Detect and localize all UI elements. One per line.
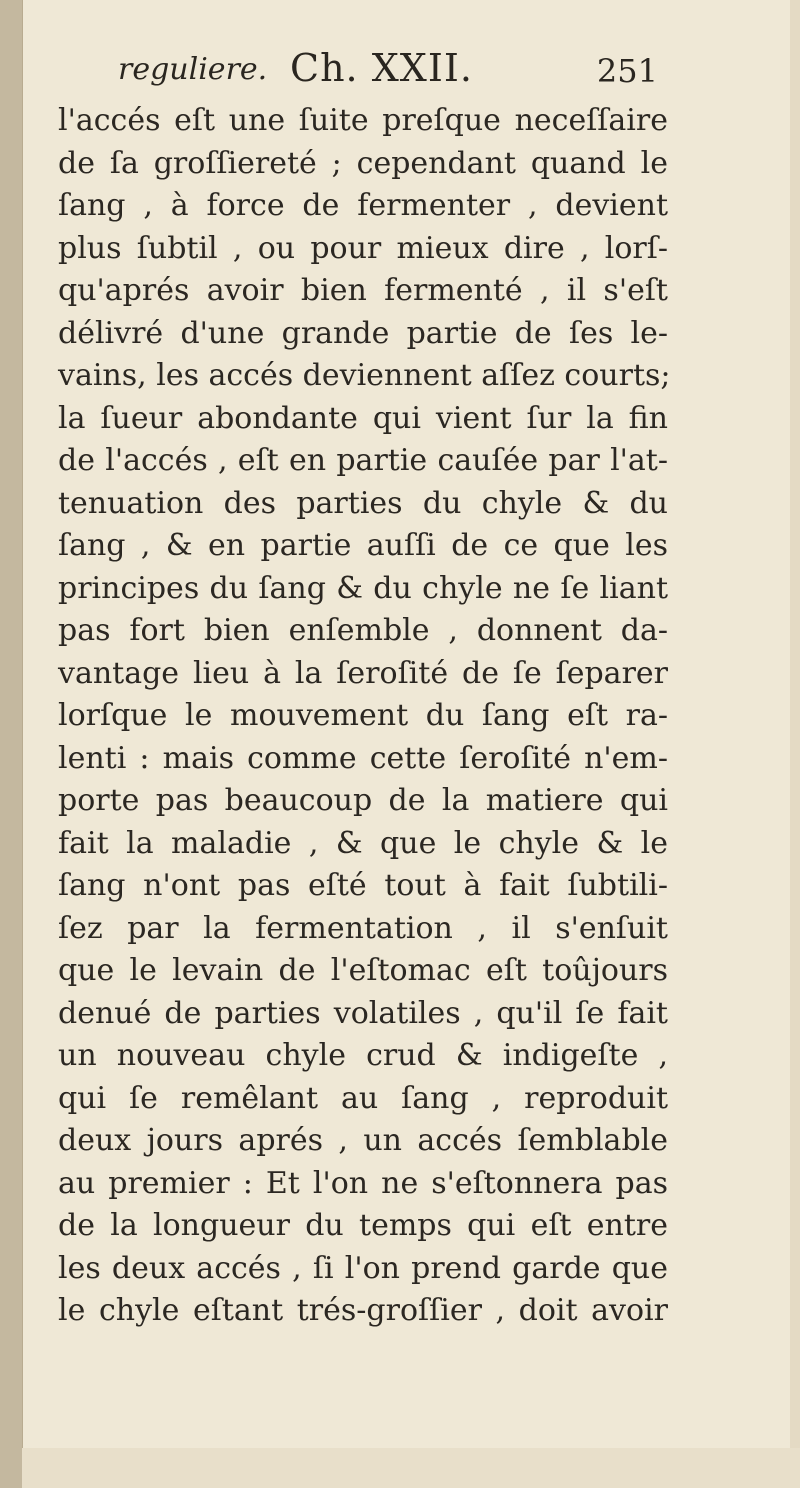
text-line: un nouveau chyle crud & indigeſte , <box>58 1038 668 1073</box>
text-line: pas fort bien enſemble , donnent da- <box>58 613 668 648</box>
text-line: vantage lieu à la ſeroſité de ſe ſeparer <box>58 655 668 691</box>
page-number: 251 <box>596 52 658 90</box>
bottom-margin <box>22 1448 800 1488</box>
text-line: les deux accés , ſi l'on prend garde que <box>58 1250 668 1286</box>
text-line: lenti : mais comme cette ſeroſité n'em- <box>58 740 668 776</box>
text-line: tenuation des parties du chyle & du <box>58 485 668 521</box>
text-line: de ſa groſſiereté ; cependant quand le <box>58 145 668 181</box>
running-head: reguliere. <box>118 52 268 87</box>
chapter-heading: Ch. XXII. <box>290 46 473 90</box>
text-line: lorſque le mouvement du ſang eſt ra- <box>58 698 668 733</box>
text-line: de l'accés , eſt en partie cauſée par l'at- <box>58 443 668 478</box>
text-line: qui ſe remêlant au ſang , reproduit <box>58 1080 668 1116</box>
text-line: le chyle eſtant trés-groſſier , doit avoir <box>58 1293 668 1328</box>
binding-edge <box>0 0 23 1488</box>
text-line: denué de parties volatiles , qu'il ſe fait <box>58 995 668 1031</box>
text-line: la ſueur abondante qui vient ſur la fin <box>58 400 668 436</box>
text-line: que le levain de l'eſtomac eſt toûjours <box>58 953 668 988</box>
text-line: ſang n'ont pas eſté tout à fait ſubtili- <box>58 868 668 903</box>
page-header <box>118 44 658 100</box>
text-line: ſez par la fermentation , il s'enſuit <box>58 910 668 946</box>
text-line: deux jours aprés , un accés ſemblable <box>58 1123 668 1158</box>
text-line: au premier : Et l'on ne s'eſtonnera pas <box>58 1165 668 1201</box>
text-line: de la longueur du temps qui eſt entre <box>58 1208 668 1243</box>
text-line: ſang , à force de fermenter , devient <box>58 188 668 223</box>
body-text <box>58 100 671 1333</box>
text-line: principes du ſang & du chyle ne ſe liant <box>58 570 668 606</box>
text-line: vains, les accés deviennent aſſez courts; <box>58 358 671 393</box>
text-line: délivré d'une grande partie de ſes le- <box>58 315 668 351</box>
page-edge <box>790 0 800 1488</box>
text-line: plus ſubtil , ou pour mieux dire , lorſ- <box>58 230 668 266</box>
text-line: porte pas beaucoup de la matiere qui <box>58 783 668 818</box>
text-line: fait la maladie , & que le chyle & le <box>58 825 668 861</box>
text-line: qu'aprés avoir bien fermenté , il s'eſt <box>58 273 668 308</box>
text-line: l'accés eſt une ſuite preſque neceſſaire <box>58 103 668 138</box>
text-line: ſang , & en partie auſſi de ce que les <box>58 528 668 563</box>
